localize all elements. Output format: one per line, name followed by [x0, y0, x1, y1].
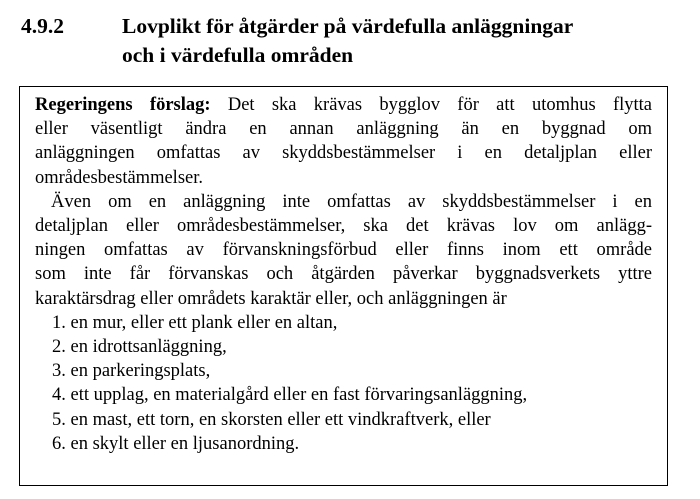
section-title-line: Lovplikt för åtgärder på värdefulla anläggningar — [122, 14, 574, 38]
proposal-paragraph-line: eller väsentligt ändra en annan anläggning än en byggnad om — [35, 119, 652, 140]
proposal-paragraph-line: detaljplan eller områdesbestämmelser, ska det krävas lov om anlägg- — [35, 216, 652, 237]
proposal-text-fragment: Det ska krävas bygglov för att utomhus flytta — [227, 95, 653, 115]
section-title — [122, 12, 682, 70]
proposal-paragraph-line: områdesbestämmelser. — [35, 167, 203, 188]
section-number: 4.9.2 — [21, 14, 64, 38]
proposal-paragraph-line — [35, 93, 652, 117]
list-item: 6. en skylt eller en ljusanordning. — [52, 433, 300, 454]
list-item: 1. en mur, eller ett plank eller en altan, — [52, 312, 338, 333]
section-title-line: och i värdefulla områden — [122, 43, 354, 67]
proposal-lead: Regeringens förslag: — [35, 95, 211, 115]
government-proposal-box — [19, 86, 668, 486]
list-item: 5. en mast, ett torn, en skorsten eller ett vindkraftverk, eller — [52, 409, 491, 430]
list-item: 2. en idrottsanläggning, — [52, 337, 227, 358]
proposal-paragraph-line: Även om en anläggning inte omfattas av skyddsbestämmelser i en — [51, 191, 652, 212]
list-item: 3. en parkeringsplats, — [52, 361, 211, 382]
proposal-paragraph-line: anläggningen omfattas av skyddsbestämmelser i en detaljplan eller — [35, 143, 652, 164]
list-item: 4. ett upplag, en materialgård eller en fast förvaringsanläggning, — [52, 385, 528, 406]
proposal-paragraph-line: ningen omfattas av förvanskningsförbud eller finns inom ett område — [35, 240, 652, 261]
proposal-paragraph-line: karaktärsdrag eller områdets karaktär eller, och anläggningen är — [35, 288, 507, 309]
proposal-paragraph-line: som inte får förvanskas och åtgärden påverkar byggnadsverkets yttre — [35, 264, 652, 285]
proposal-text — [35, 93, 652, 456]
